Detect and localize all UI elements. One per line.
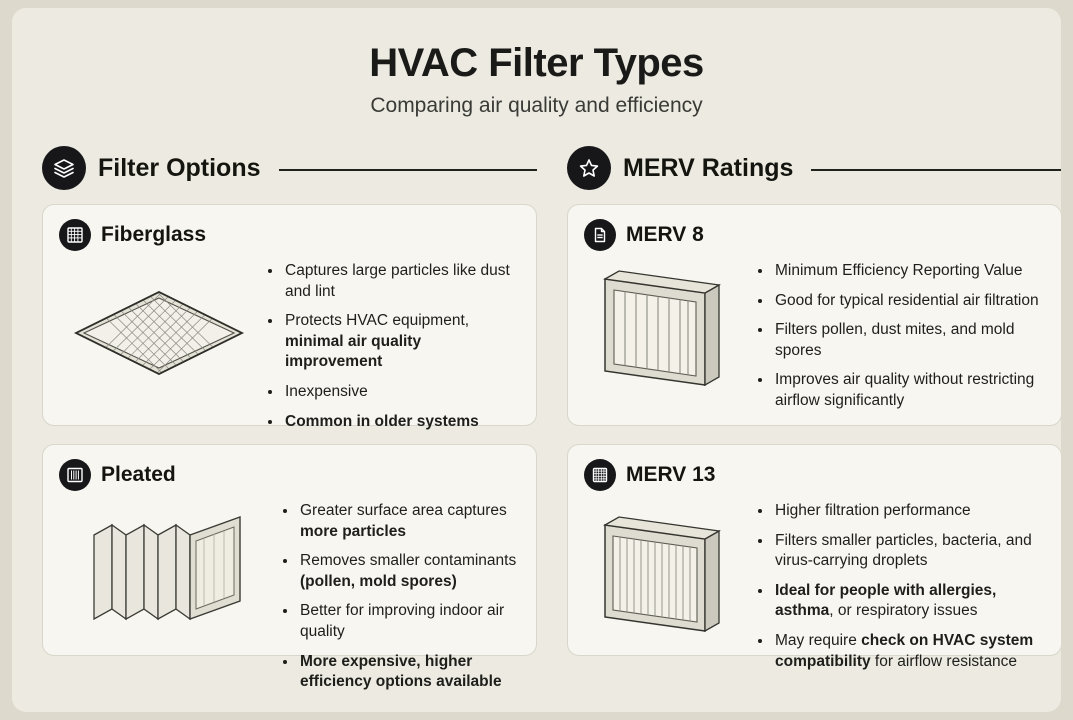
page-subtitle: Comparing air quality and efficiency	[370, 94, 703, 117]
card-body	[59, 497, 520, 693]
page-title: HVAC Filter Types	[369, 41, 704, 85]
card-header	[59, 219, 520, 251]
bullet-list	[267, 261, 520, 432]
card-pleated	[42, 444, 537, 691]
bullet-list	[282, 501, 520, 693]
list-item: • Protects HVAC equipment, minimal air quality improvement	[283, 311, 520, 373]
list-item: • More expensive, higher efficiency options available	[298, 652, 520, 693]
list-item: • Greater surface area captures more particles	[298, 501, 520, 542]
list-item: • Ideal for people with allergies, asthma, or respiratory issues	[773, 581, 1045, 622]
section-divider	[279, 169, 538, 171]
star-icon	[567, 146, 611, 190]
mesh-grid-icon	[59, 219, 91, 251]
section-title: MERV Ratings	[623, 153, 794, 182]
list-item: • Filters pollen, dust mites, and mold spores	[773, 320, 1045, 361]
layers-icon	[42, 146, 86, 190]
list-item: • Common in older systems	[283, 412, 520, 433]
section-title: Filter Options	[98, 153, 261, 182]
pleats-icon	[59, 459, 91, 491]
poster-canvas	[12, 8, 1061, 712]
card-header	[584, 459, 1045, 491]
list-item: • Inexpensive	[283, 382, 520, 403]
card-title: MERV 13	[626, 463, 716, 486]
list-item: • Removes smaller contaminants (pollen, mold spores)	[298, 551, 520, 592]
fine-mesh-icon	[584, 459, 616, 491]
section-header-merv-ratings	[567, 146, 1061, 190]
list-item: • Minimum Efficiency Reporting Value	[773, 261, 1045, 282]
section-filter-options	[42, 146, 537, 691]
flat-mesh-panel-illustration	[59, 257, 259, 397]
dense-pleat-filter-illustration	[584, 497, 749, 647]
pleated-filter-illustration	[59, 497, 274, 647]
card-fiberglass	[42, 204, 537, 430]
list-item: • Good for typical residential air filtration	[773, 291, 1045, 312]
card-body	[584, 257, 1045, 412]
list-item: • Filters smaller particles, bacteria, and virus-carrying droplets	[773, 531, 1045, 572]
card-merv-8	[567, 204, 1061, 426]
list-item: • Better for improving indoor air quality	[298, 601, 520, 642]
section-merv-ratings	[567, 146, 1061, 674]
card-body	[59, 257, 520, 432]
bullet-list	[757, 261, 1045, 412]
card-body	[584, 497, 1045, 672]
card-title: MERV 8	[626, 223, 704, 246]
card-header	[59, 459, 520, 491]
card-title: Fiberglass	[101, 223, 207, 246]
document-icon	[584, 219, 616, 251]
card-title: Pleated	[101, 463, 176, 486]
bullet-list	[757, 501, 1045, 672]
list-item: • Improves air quality without restricting airflow significantly	[773, 370, 1045, 411]
card-merv-13	[567, 444, 1061, 670]
list-item: • Captures large particles like dust and lint	[283, 261, 520, 302]
content-columns	[12, 146, 1061, 691]
section-divider	[811, 169, 1061, 171]
section-header-filter-options	[42, 146, 537, 190]
list-item: • Higher filtration performance	[773, 501, 1045, 522]
framed-filter-illustration	[584, 257, 749, 402]
list-item: • May require check on HVAC system compatibility for airflow resistance	[773, 631, 1045, 672]
card-header	[584, 219, 1045, 251]
